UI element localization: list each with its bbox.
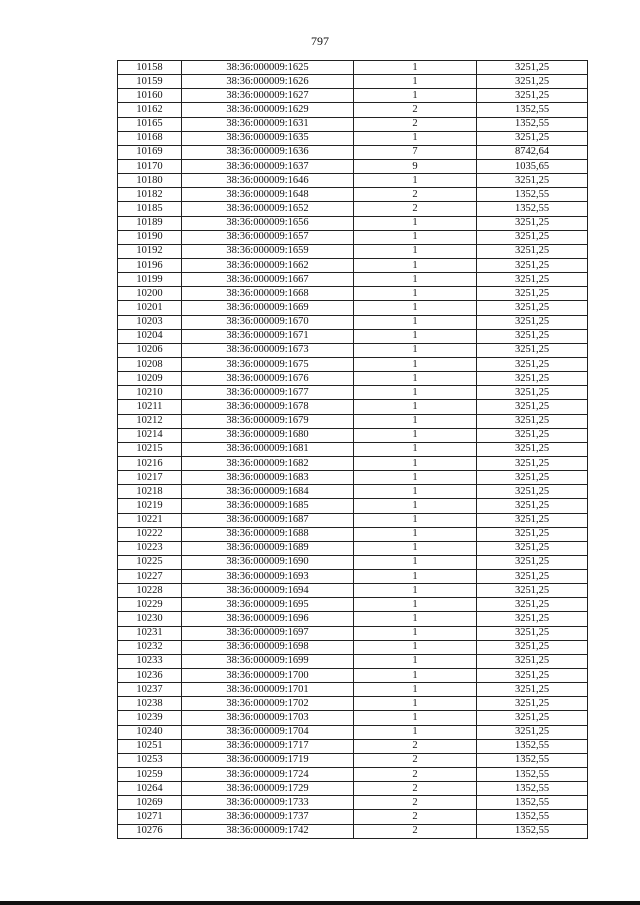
value-cell: 3251,25	[477, 442, 588, 456]
quantity-cell: 2	[354, 810, 477, 824]
table-row	[118, 414, 588, 428]
cadastral-number-cell: 38:36:000009:1695	[182, 598, 354, 612]
record-number-cell: 10214	[118, 428, 182, 442]
value-cell: 3251,25	[477, 428, 588, 442]
quantity-cell: 1	[354, 640, 477, 654]
cadastral-number-cell: 38:36:000009:1680	[182, 428, 354, 442]
cadastral-number-cell: 38:36:000009:1626	[182, 75, 354, 89]
value-cell: 3251,25	[477, 485, 588, 499]
cadastral-number-cell: 38:36:000009:1636	[182, 145, 354, 159]
value-cell: 3251,25	[477, 89, 588, 103]
quantity-cell: 1	[354, 61, 477, 75]
table-row	[118, 343, 588, 357]
cadastral-number-cell: 38:36:000009:1689	[182, 541, 354, 555]
table-row	[118, 258, 588, 272]
cadastral-number-cell: 38:36:000009:1683	[182, 471, 354, 485]
table-row	[118, 796, 588, 810]
cadastral-number-cell: 38:36:000009:1678	[182, 400, 354, 414]
table-row	[118, 584, 588, 598]
record-number-cell: 10239	[118, 711, 182, 725]
record-number-cell: 10240	[118, 725, 182, 739]
cadastral-number-cell: 38:36:000009:1682	[182, 456, 354, 470]
value-cell: 1352,55	[477, 202, 588, 216]
record-number-cell: 10201	[118, 301, 182, 315]
table-row	[118, 626, 588, 640]
registry-table	[117, 60, 588, 839]
table-row	[118, 711, 588, 725]
table-row	[118, 669, 588, 683]
value-cell: 3251,25	[477, 230, 588, 244]
table-row	[118, 75, 588, 89]
value-cell: 3251,25	[477, 584, 588, 598]
value-cell: 3251,25	[477, 598, 588, 612]
table-row	[118, 753, 588, 767]
quantity-cell: 2	[354, 824, 477, 838]
record-number-cell: 10200	[118, 287, 182, 301]
value-cell: 3251,25	[477, 174, 588, 188]
table-row	[118, 570, 588, 584]
record-number-cell: 10253	[118, 753, 182, 767]
cadastral-number-cell: 38:36:000009:1685	[182, 499, 354, 513]
value-cell: 3251,25	[477, 683, 588, 697]
record-number-cell: 10158	[118, 61, 182, 75]
table-row	[118, 188, 588, 202]
value-cell: 1352,55	[477, 782, 588, 796]
value-cell: 3251,25	[477, 570, 588, 584]
quantity-cell: 1	[354, 555, 477, 569]
cadastral-number-cell: 38:36:000009:1668	[182, 287, 354, 301]
record-number-cell: 10168	[118, 131, 182, 145]
quantity-cell: 1	[354, 400, 477, 414]
quantity-cell: 1	[354, 89, 477, 103]
value-cell: 3251,25	[477, 216, 588, 230]
table-row	[118, 725, 588, 739]
record-number-cell: 10208	[118, 357, 182, 371]
cadastral-number-cell: 38:36:000009:1699	[182, 654, 354, 668]
cadastral-number-cell: 38:36:000009:1669	[182, 301, 354, 315]
cadastral-number-cell: 38:36:000009:1670	[182, 315, 354, 329]
cadastral-number-cell: 38:36:000009:1729	[182, 782, 354, 796]
table-row	[118, 89, 588, 103]
cadastral-number-cell: 38:36:000009:1625	[182, 61, 354, 75]
record-number-cell: 10264	[118, 782, 182, 796]
value-cell: 3251,25	[477, 258, 588, 272]
record-number-cell: 10190	[118, 230, 182, 244]
table-row	[118, 230, 588, 244]
record-number-cell: 10206	[118, 343, 182, 357]
cadastral-number-cell: 38:36:000009:1648	[182, 188, 354, 202]
quantity-cell: 1	[354, 527, 477, 541]
table-row	[118, 697, 588, 711]
quantity-cell: 1	[354, 372, 477, 386]
quantity-cell: 1	[354, 669, 477, 683]
value-cell: 3251,25	[477, 75, 588, 89]
record-number-cell: 10192	[118, 244, 182, 258]
cadastral-number-cell: 38:36:000009:1703	[182, 711, 354, 725]
record-number-cell: 10237	[118, 683, 182, 697]
cadastral-number-cell: 38:36:000009:1635	[182, 131, 354, 145]
value-cell: 3251,25	[477, 244, 588, 258]
record-number-cell: 10259	[118, 768, 182, 782]
quantity-cell: 2	[354, 188, 477, 202]
value-cell: 3251,25	[477, 527, 588, 541]
table-row	[118, 202, 588, 216]
quantity-cell: 2	[354, 753, 477, 767]
quantity-cell: 1	[354, 725, 477, 739]
table-row	[118, 287, 588, 301]
scan-edge	[0, 901, 640, 905]
record-number-cell: 10228	[118, 584, 182, 598]
cadastral-number-cell: 38:36:000009:1657	[182, 230, 354, 244]
quantity-cell: 1	[354, 683, 477, 697]
value-cell: 3251,25	[477, 315, 588, 329]
cadastral-number-cell: 38:36:000009:1627	[182, 89, 354, 103]
table-row	[118, 739, 588, 753]
cadastral-number-cell: 38:36:000009:1652	[182, 202, 354, 216]
record-number-cell: 10204	[118, 329, 182, 343]
cadastral-number-cell: 38:36:000009:1717	[182, 739, 354, 753]
table-row	[118, 442, 588, 456]
quantity-cell: 1	[354, 357, 477, 371]
record-number-cell: 10212	[118, 414, 182, 428]
record-number-cell: 10211	[118, 400, 182, 414]
value-cell: 3251,25	[477, 343, 588, 357]
table-row	[118, 485, 588, 499]
record-number-cell: 10199	[118, 273, 182, 287]
cadastral-number-cell: 38:36:000009:1659	[182, 244, 354, 258]
value-cell: 3251,25	[477, 612, 588, 626]
table-row	[118, 683, 588, 697]
value-cell: 3251,25	[477, 61, 588, 75]
record-number-cell: 10233	[118, 654, 182, 668]
cadastral-number-cell: 38:36:000009:1737	[182, 810, 354, 824]
quantity-cell: 2	[354, 103, 477, 117]
cadastral-number-cell: 38:36:000009:1719	[182, 753, 354, 767]
cadastral-number-cell: 38:36:000009:1675	[182, 357, 354, 371]
record-number-cell: 10236	[118, 669, 182, 683]
table-row	[118, 329, 588, 343]
record-number-cell: 10159	[118, 75, 182, 89]
table-row	[118, 244, 588, 258]
cadastral-number-cell: 38:36:000009:1673	[182, 343, 354, 357]
table-row	[118, 145, 588, 159]
record-number-cell: 10165	[118, 117, 182, 131]
cadastral-number-cell: 38:36:000009:1696	[182, 612, 354, 626]
cadastral-number-cell: 38:36:000009:1646	[182, 174, 354, 188]
value-cell: 3251,25	[477, 725, 588, 739]
record-number-cell: 10238	[118, 697, 182, 711]
record-number-cell: 10230	[118, 612, 182, 626]
quantity-cell: 1	[354, 287, 477, 301]
value-cell: 1352,55	[477, 753, 588, 767]
value-cell: 3251,25	[477, 555, 588, 569]
record-number-cell: 10162	[118, 103, 182, 117]
cadastral-number-cell: 38:36:000009:1656	[182, 216, 354, 230]
table-row	[118, 315, 588, 329]
table-row	[118, 598, 588, 612]
record-number-cell: 10196	[118, 258, 182, 272]
table-row	[118, 541, 588, 555]
cadastral-number-cell: 38:36:000009:1701	[182, 683, 354, 697]
record-number-cell: 10170	[118, 159, 182, 173]
table-row	[118, 400, 588, 414]
table-row	[118, 159, 588, 173]
table-row	[118, 428, 588, 442]
quantity-cell: 2	[354, 768, 477, 782]
record-number-cell: 10276	[118, 824, 182, 838]
cadastral-number-cell: 38:36:000009:1631	[182, 117, 354, 131]
value-cell: 3251,25	[477, 301, 588, 315]
value-cell: 3251,25	[477, 414, 588, 428]
value-cell: 1352,55	[477, 810, 588, 824]
record-number-cell: 10209	[118, 372, 182, 386]
cadastral-number-cell: 38:36:000009:1671	[182, 329, 354, 343]
quantity-cell: 2	[354, 782, 477, 796]
quantity-cell: 1	[354, 485, 477, 499]
quantity-cell: 1	[354, 301, 477, 315]
table-row	[118, 174, 588, 188]
quantity-cell: 1	[354, 414, 477, 428]
table-row	[118, 768, 588, 782]
quantity-cell: 2	[354, 202, 477, 216]
value-cell: 3251,25	[477, 626, 588, 640]
record-number-cell: 10232	[118, 640, 182, 654]
value-cell: 3251,25	[477, 499, 588, 513]
quantity-cell: 1	[354, 697, 477, 711]
quantity-cell: 9	[354, 159, 477, 173]
record-number-cell: 10221	[118, 513, 182, 527]
cadastral-number-cell: 38:36:000009:1700	[182, 669, 354, 683]
record-number-cell: 10229	[118, 598, 182, 612]
cadastral-number-cell: 38:36:000009:1698	[182, 640, 354, 654]
quantity-cell: 1	[354, 711, 477, 725]
value-cell: 3251,25	[477, 273, 588, 287]
value-cell: 3251,25	[477, 697, 588, 711]
record-number-cell: 10189	[118, 216, 182, 230]
cadastral-number-cell: 38:36:000009:1662	[182, 258, 354, 272]
table-row	[118, 301, 588, 315]
quantity-cell: 1	[354, 471, 477, 485]
value-cell: 1352,55	[477, 188, 588, 202]
cadastral-number-cell: 38:36:000009:1690	[182, 555, 354, 569]
value-cell: 3251,25	[477, 287, 588, 301]
table-row	[118, 471, 588, 485]
record-number-cell: 10185	[118, 202, 182, 216]
value-cell: 3251,25	[477, 513, 588, 527]
page-number: 797	[311, 34, 329, 48]
quantity-cell: 2	[354, 739, 477, 753]
table-row	[118, 810, 588, 824]
table-row	[118, 117, 588, 131]
table-row	[118, 357, 588, 371]
quantity-cell: 1	[354, 442, 477, 456]
quantity-cell: 1	[354, 584, 477, 598]
value-cell: 3251,25	[477, 640, 588, 654]
quantity-cell: 1	[354, 570, 477, 584]
quantity-cell: 1	[354, 315, 477, 329]
quantity-cell: 7	[354, 145, 477, 159]
value-cell: 3251,25	[477, 669, 588, 683]
record-number-cell: 10218	[118, 485, 182, 499]
value-cell: 1352,55	[477, 796, 588, 810]
value-cell: 3251,25	[477, 711, 588, 725]
quantity-cell: 1	[354, 131, 477, 145]
record-number-cell: 10215	[118, 442, 182, 456]
table-row	[118, 513, 588, 527]
table-row	[118, 527, 588, 541]
value-cell: 1352,55	[477, 117, 588, 131]
value-cell: 3251,25	[477, 329, 588, 343]
value-cell: 1352,55	[477, 739, 588, 753]
table-row	[118, 782, 588, 796]
quantity-cell: 1	[354, 273, 477, 287]
record-number-cell: 10227	[118, 570, 182, 584]
record-number-cell: 10219	[118, 499, 182, 513]
table-row	[118, 824, 588, 838]
quantity-cell: 1	[354, 612, 477, 626]
table-row	[118, 131, 588, 145]
cadastral-number-cell: 38:36:000009:1637	[182, 159, 354, 173]
table-row	[118, 103, 588, 117]
value-cell: 1352,55	[477, 824, 588, 838]
value-cell: 8742,64	[477, 145, 588, 159]
table-row	[118, 61, 588, 75]
record-number-cell: 10222	[118, 527, 182, 541]
cadastral-number-cell: 38:36:000009:1687	[182, 513, 354, 527]
table-row	[118, 555, 588, 569]
quantity-cell: 1	[354, 343, 477, 357]
quantity-cell: 2	[354, 117, 477, 131]
quantity-cell: 2	[354, 796, 477, 810]
value-cell: 1352,55	[477, 768, 588, 782]
quantity-cell: 1	[354, 541, 477, 555]
value-cell: 3251,25	[477, 471, 588, 485]
value-cell: 3251,25	[477, 386, 588, 400]
cadastral-number-cell: 38:36:000009:1702	[182, 697, 354, 711]
cadastral-number-cell: 38:36:000009:1704	[182, 725, 354, 739]
quantity-cell: 1	[354, 258, 477, 272]
record-number-cell: 10217	[118, 471, 182, 485]
table-row	[118, 372, 588, 386]
table-row	[118, 612, 588, 626]
record-number-cell: 10216	[118, 456, 182, 470]
record-number-cell: 10182	[118, 188, 182, 202]
cadastral-number-cell: 38:36:000009:1724	[182, 768, 354, 782]
cadastral-number-cell: 38:36:000009:1693	[182, 570, 354, 584]
record-number-cell: 10210	[118, 386, 182, 400]
cadastral-number-cell: 38:36:000009:1688	[182, 527, 354, 541]
cadastral-number-cell: 38:36:000009:1733	[182, 796, 354, 810]
cadastral-number-cell: 38:36:000009:1742	[182, 824, 354, 838]
quantity-cell: 1	[354, 174, 477, 188]
quantity-cell: 1	[354, 244, 477, 258]
quantity-cell: 1	[354, 216, 477, 230]
quantity-cell: 1	[354, 626, 477, 640]
quantity-cell: 1	[354, 654, 477, 668]
table-row	[118, 386, 588, 400]
table-row	[118, 640, 588, 654]
cadastral-number-cell: 38:36:000009:1677	[182, 386, 354, 400]
quantity-cell: 1	[354, 230, 477, 244]
table-row	[118, 499, 588, 513]
quantity-cell: 1	[354, 386, 477, 400]
value-cell: 1035,65	[477, 159, 588, 173]
record-number-cell: 10203	[118, 315, 182, 329]
record-number-cell: 10225	[118, 555, 182, 569]
record-number-cell: 10251	[118, 739, 182, 753]
quantity-cell: 1	[354, 428, 477, 442]
cadastral-number-cell: 38:36:000009:1694	[182, 584, 354, 598]
value-cell: 3251,25	[477, 456, 588, 470]
cadastral-number-cell: 38:36:000009:1681	[182, 442, 354, 456]
record-number-cell: 10223	[118, 541, 182, 555]
table-row	[118, 216, 588, 230]
record-number-cell: 10269	[118, 796, 182, 810]
quantity-cell: 1	[354, 598, 477, 612]
quantity-cell: 1	[354, 499, 477, 513]
table-row	[118, 654, 588, 668]
table-row	[118, 456, 588, 470]
record-number-cell: 10160	[118, 89, 182, 103]
cadastral-number-cell: 38:36:000009:1676	[182, 372, 354, 386]
cadastral-number-cell: 38:36:000009:1684	[182, 485, 354, 499]
value-cell: 1352,55	[477, 103, 588, 117]
value-cell: 3251,25	[477, 372, 588, 386]
record-number-cell: 10231	[118, 626, 182, 640]
record-number-cell: 10180	[118, 174, 182, 188]
record-number-cell: 10271	[118, 810, 182, 824]
quantity-cell: 1	[354, 513, 477, 527]
value-cell: 3251,25	[477, 400, 588, 414]
value-cell: 3251,25	[477, 131, 588, 145]
value-cell: 3251,25	[477, 541, 588, 555]
quantity-cell: 1	[354, 75, 477, 89]
table-row	[118, 273, 588, 287]
value-cell: 3251,25	[477, 654, 588, 668]
value-cell: 3251,25	[477, 357, 588, 371]
cadastral-number-cell: 38:36:000009:1697	[182, 626, 354, 640]
cadastral-number-cell: 38:36:000009:1679	[182, 414, 354, 428]
cadastral-number-cell: 38:36:000009:1667	[182, 273, 354, 287]
quantity-cell: 1	[354, 329, 477, 343]
quantity-cell: 1	[354, 456, 477, 470]
record-number-cell: 10169	[118, 145, 182, 159]
cadastral-number-cell: 38:36:000009:1629	[182, 103, 354, 117]
